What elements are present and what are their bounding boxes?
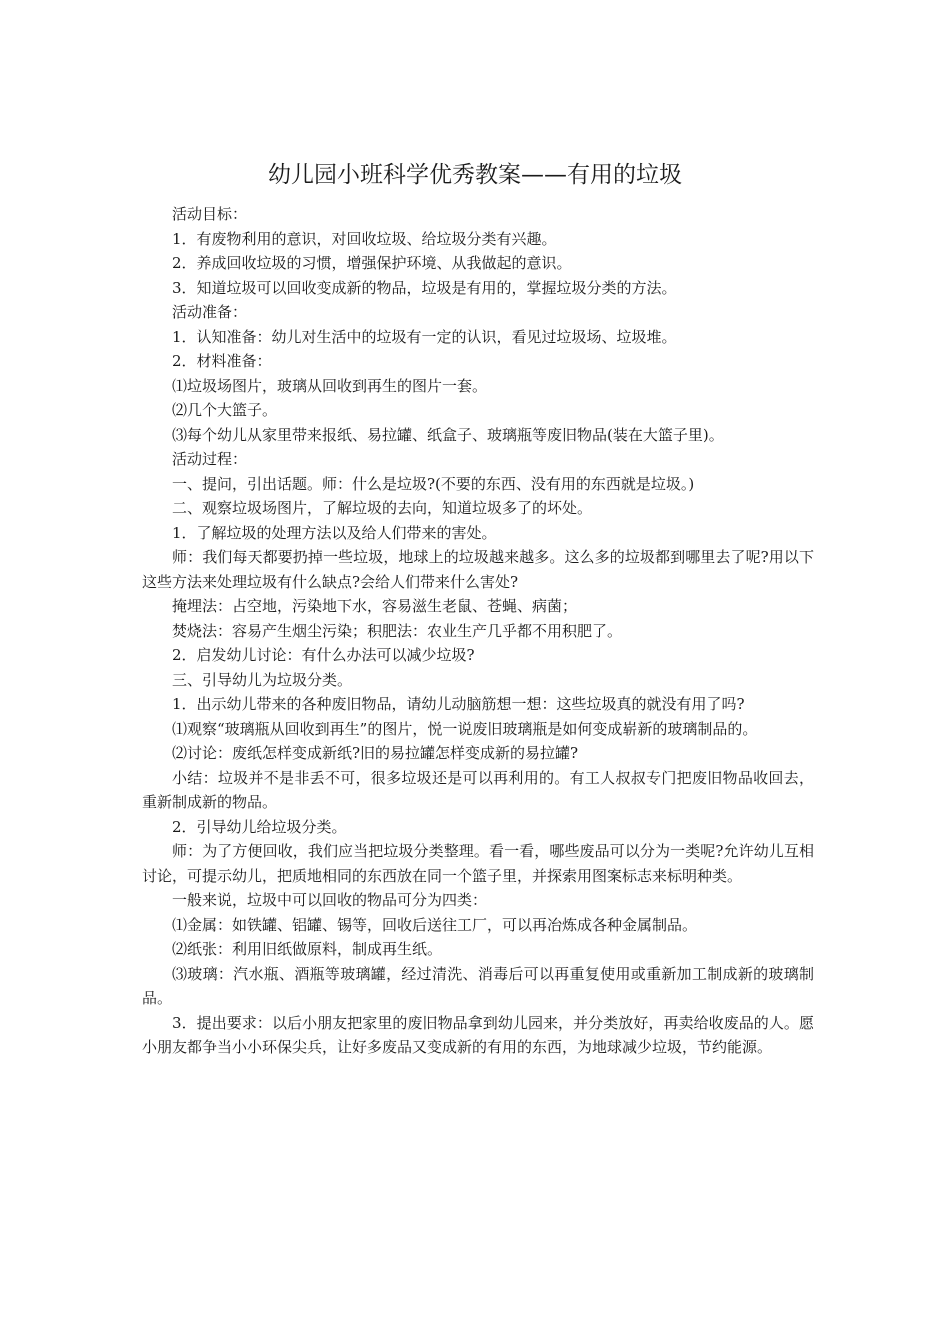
paragraph: 2．养成回收垃圾的习惯，增强保护环境、从我做起的意识。 xyxy=(172,254,572,272)
paragraph: ⑴观察“玻璃瓶从回收到再生”的图片，悦一说废旧玻璃瓶是如何变成崭新的玻璃制品的。 xyxy=(172,719,758,738)
paragraph: 2．材料准备： xyxy=(172,352,272,370)
paragraph: ⑴金属：如铁罐、铝罐、锡等，回收后送往工厂，可以再冶炼成各种金属制品。 xyxy=(172,915,698,934)
paragraph: 1．认知准备：幼儿对生活中的垃圾有一定的认识，看见过垃圾场、垃圾堆。 xyxy=(172,327,677,346)
paragraph: 3．提出要求：以后小朋友把家里的废旧物品拿到幼儿园来，并分类放好，再卖给收废品的人。愿小朋友都争当小小环保尖兵，让好多废品又变成新的有用的东西，为地球减少垃圾，节约能源。 xyxy=(142,1013,814,1056)
paragraph: 一般来说，垃圾中可以回收的物品可分为四类： xyxy=(172,891,488,909)
paragraph: 1．了解垃圾的处理方法以及给人们带来的害处。 xyxy=(172,523,497,542)
paragraph: ⑵纸张：利用旧纸做原料，制成再生纸。 xyxy=(172,940,443,958)
paragraph: 3．知道垃圾可以回收变成新的物品，垃圾是有用的，掌握垃圾分类的方法。 xyxy=(172,278,677,297)
paragraph: 掩埋法：占空地，污染地下水，容易滋生老鼠、苍蝇、病菌； xyxy=(172,597,578,615)
paragraph: 师：我们每天都要扔掉一些垃圾，地球上的垃圾越来越多。这么多的垃圾都到哪里去了呢?用以下这些方法来处理垃圾有什么缺点?会给人们带来什么害处? xyxy=(142,548,814,591)
paragraph: 2．启发幼儿讨论：有什么办法可以减少垃圾? xyxy=(172,646,475,664)
paragraph: 焚烧法：容易产生烟尘污染；积肥法：农业生产几乎都不用积肥了。 xyxy=(172,621,623,640)
paragraph: ⑵几个大篮子。 xyxy=(172,401,278,419)
document-body xyxy=(142,202,814,1060)
paragraph: ⑶玻璃：汽水瓶、酒瓶等玻璃罐，经过清洗、消毒后可以再重复使用或重新加工制成新的玻璃制品。 xyxy=(142,964,814,1007)
paragraph: 师：为了方便回收，我们应当把垃圾分类整理。看一看，哪些废品可以分为一类呢?允许幼儿互相讨论，可提示幼儿，把质地相同的东西放在同一个篮子里，并探索用图案标志来标明种类。 xyxy=(142,842,814,885)
paragraph: 二、观察垃圾场图片，了解垃圾的去向，知道垃圾多了的坏处。 xyxy=(172,499,593,517)
paragraph: 三、引导幼儿为垃圾分类。 xyxy=(172,670,353,689)
paragraph: 小结：垃圾并不是非丢不可，很多垃圾还是可以再利用的。有工人叔叔专门把废旧物品收回去，重新制成新的物品。 xyxy=(142,768,814,811)
paragraph: 活动目标： xyxy=(172,205,248,223)
paragraph: 1．出示幼儿带来的各种废旧物品，请幼儿动脑筋想一想：这些垃圾真的就没有用了吗? xyxy=(172,695,745,713)
paragraph: 一、提问，引出话题。师：什么是垃圾?(不要的东西、没有用的东西就是垃圾。) xyxy=(172,474,695,493)
paragraph: ⑶每个幼儿从家里带来报纸、易拉罐、纸盒子、玻璃瓶等废旧物品(装在大篮子里)。 xyxy=(172,425,724,444)
paragraph: 活动准备： xyxy=(172,303,248,321)
paragraph: ⑴垃圾场图片，玻璃从回收到再生的图片一套。 xyxy=(172,376,488,395)
paragraph: 2．引导幼儿给垃圾分类。 xyxy=(172,817,347,836)
paragraph: ⑵讨论：废纸怎样变成新纸?旧的易拉罐怎样变成新的易拉罐? xyxy=(172,744,579,762)
paragraph: 活动过程： xyxy=(172,450,248,468)
document-title: 幼儿园小班科学优秀教案——有用的垃圾 xyxy=(268,162,682,188)
paragraph: 1．有废物利用的意识，对回收垃圾、给垃圾分类有兴趣。 xyxy=(172,229,557,248)
